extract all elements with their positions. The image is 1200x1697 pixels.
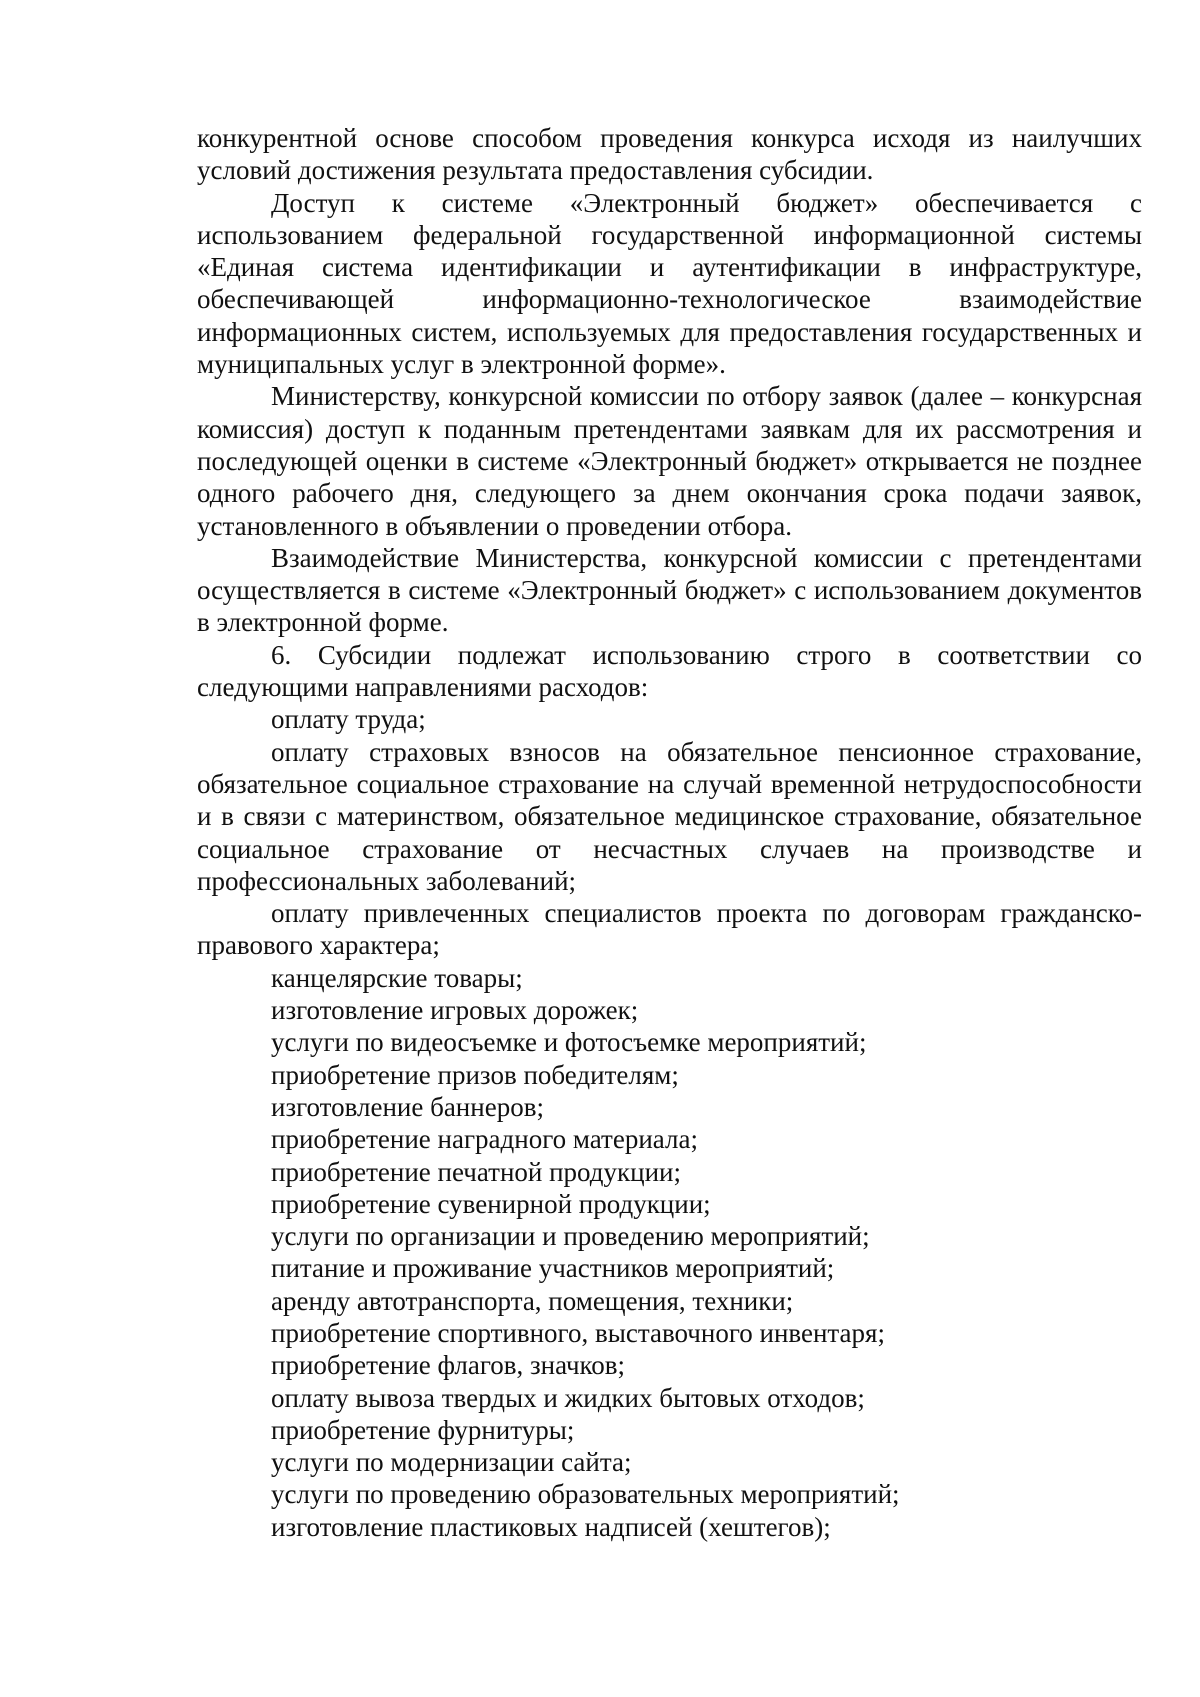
- list-item: услуги по организации и проведению мероприятий;: [271, 1221, 870, 1252]
- list-item: услуги по проведению образовательных мероприятий;: [271, 1479, 900, 1510]
- list-item: изготовление игровых дорожек;: [271, 995, 639, 1026]
- list-item: приобретение флагов, значков;: [271, 1350, 626, 1381]
- paragraph-system-access: Доступ к системе «Электронный бюджет» обеспечивается с использованием федеральной государственной информационной системы «Единая система идентификации и аутентификации в инфраструктуре, обеспечивающей информационно-технологическое взаимодействие информационных систем, используемых для предоставления государственных и муниципальных услуг в электронной форме».: [197, 187, 1142, 380]
- paragraph-subsidy-usage: 6. Субсидии подлежат использованию строго в соответствии со следующими направлениями расходов:: [197, 639, 1142, 703]
- list-item: изготовление пластиковых надписей (хештегов);: [271, 1511, 831, 1542]
- paragraph-labor-payment: оплату труда;: [271, 704, 426, 735]
- list-item: изготовление баннеров;: [271, 1091, 544, 1122]
- list-item: питание и проживание участников мероприятий;: [271, 1253, 835, 1284]
- paragraph-insurance-payment: оплату страховых взносов на обязательное пенсионное страхование, обязательное социальное страхование на случай временной нетрудоспособности и в связи с материнством, обязательное медицинское страхование, обязательное социальное страхование от несчастных случаев на производстве и профессиональных заболеваний;: [197, 736, 1142, 896]
- paragraph-interaction: Взаимодействие Министерства, конкурсной комиссии с претендентами осуществляется в системе «Электронный бюджет» с использованием документов в электронной форме.: [197, 542, 1142, 638]
- paragraph-commission-access: Министерству, конкурсной комиссии по отбору заявок (далее – конкурсная комиссия) доступ к поданным претендентами заявкам для их рассмотрения и последующей оценки в системе «Электронный бюджет» открывается не позднее одного рабочего дня, следующего за днем окончания срока подачи заявок, установленного в объявлении о проведении отбора.: [197, 381, 1142, 541]
- list-item: оплату вывоза твердых и жидких бытовых отходов;: [271, 1382, 865, 1413]
- list-item: услуги по модернизации сайта;: [271, 1447, 632, 1478]
- paragraph-competitive-basis: конкурентной основе способом проведения конкурса исходя из наилучших условий достижения результата предоставления субсидии.: [197, 123, 1142, 186]
- list-item: приобретение фурнитуры;: [271, 1414, 575, 1445]
- list-item: аренду автотранспорта, помещения, техники;: [271, 1285, 794, 1316]
- list-item: услуги по видеосъемке и фотосъемке мероприятий;: [271, 1027, 867, 1058]
- list-item: приобретение призов победителям;: [271, 1059, 679, 1090]
- paragraph-specialists-payment: оплату привлеченных специалистов проекта по договорам гражданско-правового характера;: [197, 898, 1142, 961]
- list-item: приобретение наградного материала;: [271, 1124, 698, 1155]
- list-item: канцелярские товары;: [271, 962, 523, 993]
- list-item: приобретение сувенирной продукции;: [271, 1188, 711, 1219]
- list-item: приобретение спортивного, выставочного инвентаря;: [271, 1317, 885, 1348]
- list-item: приобретение печатной продукции;: [271, 1156, 681, 1187]
- document-body: [197, 122, 1142, 1543]
